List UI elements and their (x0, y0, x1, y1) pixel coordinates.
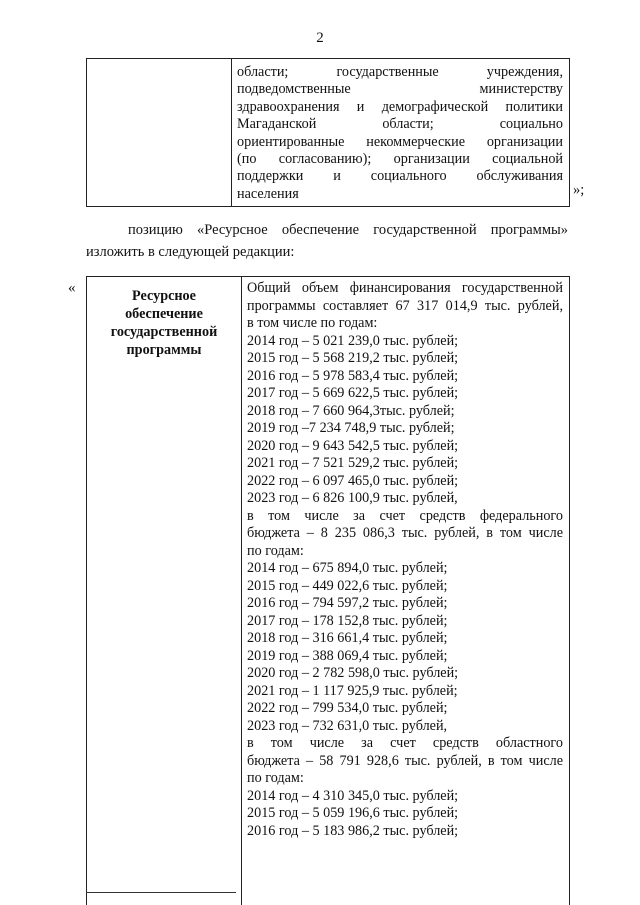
text-line: Общий объем финансирования государственной (247, 280, 563, 296)
year-line: 2015 год – 5 059 196,6 тыс. рублей; (247, 805, 459, 821)
opening-quote: « (68, 280, 76, 296)
year-line: 2021 год – 7 521 529,2 тыс. рублей; (247, 455, 459, 471)
year-line: 2019 год –7 234 748,9 тыс. рублей; (247, 420, 455, 436)
cell-line: подведомственные министерству (237, 81, 563, 98)
year-line: 2017 год – 178 152,8 тыс. рублей; (247, 612, 448, 629)
cell-line: здравоохранения и демографической политики (237, 98, 563, 115)
row-heading (87, 287, 241, 359)
year-line: 2020 год – 2 782 598,0 тыс. рублей; (247, 665, 459, 681)
column-divider (241, 277, 242, 905)
closing-quote: »; (573, 182, 585, 198)
text-line: бюджета – 58 791 928,6 тыс. рублей, в том числе (247, 752, 563, 769)
year-line: 2015 год – 449 022,6 тыс. рублей; (247, 577, 448, 594)
year-line: 2021 год – 1 117 925,9 тыс. рублей; (247, 682, 458, 699)
heading-line: Ресурсное (132, 288, 196, 304)
instruction-paragraph-line1: позицию «Ресурсное обеспечение государственной программы» (128, 222, 568, 238)
cell-line: населения (237, 185, 299, 202)
text-line: в том числе за счет средств федерального (247, 507, 563, 524)
year-line: 2014 год – 4 310 345,0 тыс. рублей; (247, 787, 459, 804)
text-line: бюджета – 8 235 086,3 тыс. рублей, в том числе (247, 525, 563, 541)
year-line: 2017 год – 5 669 622,5 тыс. рублей; (247, 385, 459, 401)
text-line: программы составляет 67 317 014,9 тыс. рублей, (247, 297, 563, 314)
year-line: 2023 год – 6 826 100,9 тыс. рублей, (247, 490, 458, 506)
year-line: 2022 год – 6 097 465,0 тыс. рублей; (247, 472, 459, 489)
heading-line: программы (126, 342, 202, 358)
instruction-paragraph-line2: изложить в следующей редакции: (86, 244, 295, 260)
year-line: 2022 год – 799 534,0 тыс. рублей; (247, 700, 448, 716)
cell-line: ориентированные некоммерческие организации (237, 133, 563, 150)
year-line: 2016 год – 5 183 986,2 тыс. рублей; (247, 822, 459, 839)
cell-line: области; государственные учреждения, (237, 64, 563, 80)
resource-table (86, 276, 570, 905)
text-line: по годам: (247, 542, 304, 559)
text-line: по годам: (247, 770, 304, 786)
year-line: 2018 год – 316 661,4 тыс. рублей; (247, 630, 448, 646)
page-number: 2 (316, 30, 324, 46)
cell-line: (по согласованию); организации социальной (237, 151, 563, 168)
year-line: 2020 год – 9 643 542,5 тыс. рублей; (247, 437, 459, 454)
continuation-table (86, 58, 570, 207)
year-line: 2016 год – 5 978 583,4 тыс. рублей; (247, 367, 459, 384)
heading-line: государственной (110, 324, 218, 340)
footnote-separator (86, 892, 236, 893)
financing-text (247, 280, 563, 840)
column-divider (231, 59, 232, 206)
year-line: 2016 год – 794 597,2 тыс. рублей; (247, 595, 448, 611)
cell-line: Магаданской области; социально (237, 116, 563, 133)
year-line: 2018 год – 7 660 964,3тыс. рублей; (247, 402, 455, 419)
year-line: 2019 год – 388 069,4 тыс. рублей; (247, 647, 448, 664)
text-line: в том числе за счет средств областного (247, 735, 563, 751)
year-line: 2015 год – 5 568 219,2 тыс. рублей; (247, 350, 459, 366)
cell-line: поддержки и социального обслуживания (237, 168, 563, 185)
year-line: 2023 год – 732 631,0 тыс. рублей, (247, 717, 448, 734)
year-line: 2014 год – 675 894,0 тыс. рублей; (247, 560, 448, 576)
year-line: 2014 год – 5 021 239,0 тыс. рублей; (247, 332, 459, 349)
text-line: в том числе по годам: (247, 315, 378, 331)
table-cell-organizations (237, 64, 563, 203)
heading-line: обеспечение (125, 306, 203, 322)
